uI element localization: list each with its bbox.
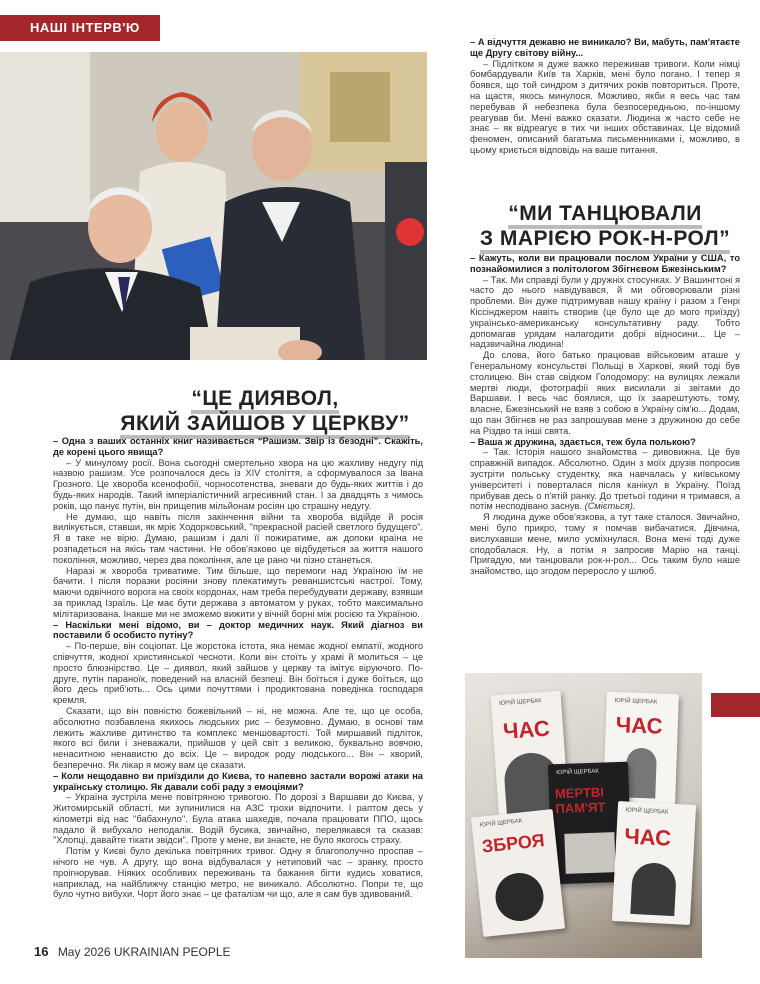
paragraph: – Україна зустріла мене повітряною тривогою. По дорозі з Варшави до Києва, у Житомирській області, ми зупинилися на АЗС трохи відпочити. І раптом десь у кілометрі від нас "бабахнуло". Була атака шахедів, почала працювати ППО, щось падало й вибухало неподалік. Водій бусика, звичайно, перелякався та сказав: "Хлопці, давайте тікати звідси". Проте у мене, ви знаєте, не було якогось страху. (53, 792, 423, 846)
paragraph: Сказати, що він повністю божевільний – ні, не можна. Але те, що це особа, абсолютно позбавлена якихось людських рис – безумовно. Думаю, в основі там лежить жахливе дитинство та комплекс меншовартості. Той миршавий підліток, якого всі били і зневажали, прийшов у цей світ з великою, буквально вовчою, ненаситною ненавистю до всіх. Це – виродок роду людського... Він – хворий, безперечно. Як лікар я можу вам це сказати. (53, 705, 423, 770)
heading-right-line2: З МАРІЄЮ РОК-Н-РОЛ” (480, 227, 730, 254)
paragraph: Не думаю, що навіть після закінчення війни та хвороба відійде й росія вилікується, ставши, як мріє Ходорковський, "прекрасной расіей светлого будущего". Я в таке не вірю. Думаю, рашизм і далі її пожиратиме, аж допоки країна не розпадеться на якісь там частини. Не обов'язково це відбудеться за життя нашого покоління, можливо, через два покоління, але це рано чи пізно станеться. (53, 511, 423, 565)
paragraph-emphasis: (Сміється). (584, 501, 636, 512)
book-author: ЮРІЙ ЩЕРБАК (498, 698, 542, 708)
book-cover (612, 801, 696, 925)
book-title: ЗБРОЯ (480, 830, 546, 857)
accent-bar (711, 693, 760, 717)
article-column-right-bottom (470, 253, 740, 577)
issue-date: May 2026 (57, 945, 111, 959)
book-cover (471, 809, 565, 937)
book-author: ЮРІЙ ЩЕРБАК (614, 698, 658, 706)
paragraph-text: – Так. Історія нашого знайомства – дивовижна. Це був справжній випадок. Абсолютно. Один з моїх друзів попросив зустріти польську студентку, яка навчалась у київському університеті і поверталася після канікул в Україну. Поїзд прибував десь о п'ятій ранку. До третьої години я тримався, а потім несподівано заснув. (470, 447, 740, 512)
article-column-right-top (470, 37, 740, 156)
paragraph: Я людина дуже обов'язкова, а тут таке сталося. Звичайно, мені було прикро, тому я помчав вибачатися. Дівчина, вислухавши мене, мило усміхнулася. Вона мені тоді дуже сподобалася. Ну, а потім я запросив Марію на танці. Пригадую, ми танцювали рок-н-рол... Ось таким було наше знайомство, що згодом переросло у шлюб. (470, 512, 740, 577)
heading-left-line1: “ЦЕ ДИЯВОЛ, (191, 387, 338, 414)
paragraph: – Так. Ми справді були у дружніх стосунках. У Вашингтоні я часто до нього навідувався, й ми обговорювали різні проблеми. Він дуже підтримував нашу країну і разом з Генрі Кіссінджером навіть створив (це було ще до мого приїзду) українсько-американську консультативну раду. Тобто допомагав урядам налагодити добрі відносини... Це – надзвичайна людина! (470, 274, 740, 350)
question: – Ваша ж дружина, здається, теж була полькою? (470, 437, 740, 448)
paragraph: – По-перше, він соціопат. Це жорстока істота, яка немає жодної емпатії, жодного співчуття, жодної християнської чесноти. Коли він стоїть у храмі й молиться – це просто блюзнірство. Це – диявол, який зайшов у церкву та імітує віруючого. По-друге, путін параноїк, поведений на власній безпеці. Він боїться і дуже боїться, що його десь приб'ють... Ось цими почуттями і продиктована поведінка господаря кремля. (53, 641, 423, 706)
paragraph: До слова, його батько працював військовим аташе у Генеральному консульстві Польщі в Харкові, який тоді був столицею. Він став свідком Голодомору: на вулицях лежали мертві люди, фотографії яких висилали зі звітами до Варшави. І весь час боялися, що їх заарештують, тому, власне, Бжезінський не взяв з собою в Україну сім'ю... Додам, що пан Збігнєв не раз запрошував мене з дружиною до себе на Різдво та інші свята. (470, 350, 740, 436)
paragraph (470, 447, 740, 512)
paragraph: – Підлітком я дуже важко переживав тривоги. Коли німці бомбардували Київ та Харків, мені було погано. І тепер я боявся, що той синдром з дитячих років повториться. Проте, на щастя, якось минулося. Можливо, якби я весь час там перебував й небезпека була безпосередньою, по-іншому реагував би. Мені важко сказати. Людина ж часто себе не знає – як відреагує в тих чи інших обставинах. Це відомий феномен, описаний багатьма письменниками і, можливо, в цьому криється відповідь на ваше питання. (470, 58, 740, 155)
paragraph: – У минулому росії. Вона сьогодні смертельно хвора на цю жахливу недугу під назвою рашизм. Усе розпочалося десь із XIV століття, а сформувалося за Івана Грозного. Це хвороба ксенофобії, чорносотенства, зневаги до будь-яких життів і до будь-яких народів. Такий імперіалістичний агресивний стан. І за двадцять з чимось років, що панує путін, він прищепив мільйонам росіян цю страшну недугу. (53, 457, 423, 511)
article-column-left (53, 436, 423, 900)
question: – Кажуть, коли ви працювали послом України у США, то познайомилися з політологом Збігнєвом Бжезінським? (470, 253, 740, 275)
page-footer (34, 944, 231, 959)
section-label: НАШІ ІНТЕРВ'Ю (30, 20, 140, 35)
book-title: ЧАС (615, 712, 663, 739)
book-author: ЮРІЙ ЩЕРБАК (556, 768, 599, 777)
question: – Наскільки мені відомо, ви – доктор медичних наук. Який діагноз ви поставили б особисто путіну? (53, 620, 423, 642)
question: – Коли нещодавно ви приїздили до Києва, то напевно застали ворожі атаки на українську столицю. Як давали собі раду з емоціями? (53, 771, 423, 793)
heading-right-line1: “МИ ТАНЦЮВАЛИ (508, 202, 702, 229)
book-title: МЕРТВІ ПАМ'ЯТ (554, 784, 606, 817)
question: – Одна з ваших останніх книг називається “Рашизм. Звір із безодні”. Скажіть, де корені цього явища? (53, 436, 423, 458)
question: – А відчуття дежавю не виникало? Ви, мабуть, пам'ятаєте ще Другу світову війну... (470, 37, 740, 59)
book-title: ЧАС (502, 715, 551, 744)
magazine-name: UKRAINIAN PEOPLE (113, 945, 231, 959)
book-author: ЮРІЙ ЩЕРБАК (625, 807, 669, 816)
photo-signing-event (0, 52, 427, 360)
heading-right (470, 202, 740, 250)
heading-left (100, 387, 430, 435)
paragraph: Потім у Києві було декілька повітряних тривог. Одну я благополучно проспав – нічого не чув. А другу, що вона відбувалася у нетиповий час – зранку, просто проігнорував. Ніяких особливих переживань та бажання бігти кудись ховатися, наприклад, на найближчу станцію метро, не виникало. Абсолютно. Попри те, що було чутно вибухи. Чорт його знає – це фаталізм чи що, але я сам був здивований. (53, 846, 423, 900)
book-title: ЧАС (623, 823, 672, 851)
book-author: ЮРІЙ ЩЕРБАК (479, 818, 523, 829)
section-tag (0, 15, 160, 41)
paragraph: Наразі ж хвороба триватиме. Тим більше, що перемоги над Україною їм не бачити. І після поразки росіяни знову плекатимуть реваншистські настрої. Тому, маючи одвічного ворога на своїх кордонах, нам треба перебудувати державу, взявши за приклад Ізраїль. Це має бути держава з автоматом у руках, тобто максимально мілітаризована. Інакше ми не зможемо вижити у вічній борні між росією та Україною. (53, 565, 423, 619)
signing-scene (0, 52, 427, 360)
heading-left-line2: ЯКИЙ ЗАЙШОВ У ЦЕРКВУ” (120, 412, 409, 439)
photo-books (465, 673, 702, 958)
page-number: 16 (34, 944, 49, 959)
